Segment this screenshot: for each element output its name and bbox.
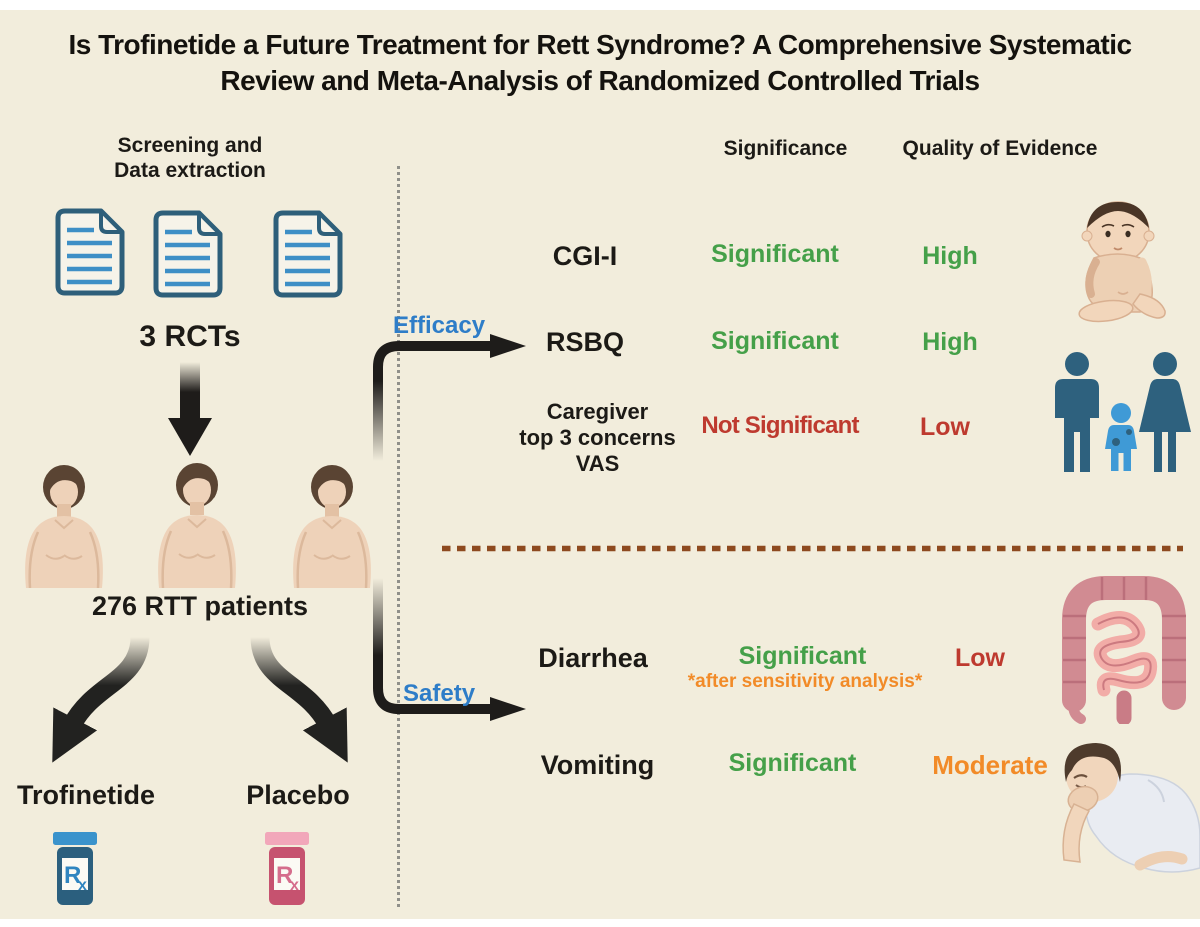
patients-count-label: 276 RTT patients xyxy=(91,591,309,621)
cgi-i-quality: High xyxy=(922,242,978,270)
significance-header: Significance xyxy=(723,137,848,160)
rsbq-quality: High xyxy=(922,328,978,356)
vomiting-quality: Moderate xyxy=(932,750,1048,780)
outcome-caregiver-vas xyxy=(505,399,690,477)
baby-illustration xyxy=(1062,196,1174,328)
screening-label-line2: Data extraction xyxy=(114,159,266,182)
caregiver-significance: Not Significant xyxy=(701,412,859,439)
caregiver-line2: top 3 concerns xyxy=(519,425,676,450)
rsbq-significance: Significant xyxy=(711,327,839,355)
diarrhea-note: *after sensitivity analysis* xyxy=(687,671,923,692)
rx-symbol-x: x xyxy=(290,877,299,894)
rx-symbol-r: R xyxy=(64,862,82,889)
outcome-vomiting: Vomiting xyxy=(540,750,655,780)
arm-trofinetide-label: Trofinetide xyxy=(16,780,155,810)
diarrhea-quality: Low xyxy=(955,644,1005,672)
cgi-i-significance: Significant xyxy=(711,240,839,268)
screening-label-line1: Screening and xyxy=(117,134,263,157)
outcome-diarrhea: Diarrhea xyxy=(538,643,648,673)
branch-curved-arrows xyxy=(28,633,372,783)
dotted-separator xyxy=(397,166,400,907)
rcts-count-label: 3 RCTs xyxy=(139,320,241,353)
outcome-cgi-i: CGI-I xyxy=(552,241,618,271)
document-icon xyxy=(148,208,225,300)
rx-bottle-pink-icon xyxy=(264,832,310,906)
section-divider xyxy=(440,544,1185,553)
document-icon xyxy=(50,206,127,298)
title-line-1: Is Trofinetide a Future Treatment for Rett Syndrome? A Comprehensive Systematic xyxy=(68,29,1132,60)
quality-header: Quality of Evidence xyxy=(902,137,1098,160)
title-line-2: Review and Meta-Analysis of Randomized Controlled Trials xyxy=(220,65,980,96)
document-icon xyxy=(268,208,345,300)
vomiting-significance: Significant xyxy=(728,749,857,777)
caregiver-line1: Caregiver xyxy=(546,399,649,424)
caregiver-line3: VAS xyxy=(575,451,620,476)
rx-symbol-x: x xyxy=(78,877,87,894)
patient-figure xyxy=(145,460,250,588)
diarrhea-significance: Significant xyxy=(738,642,867,670)
intestine-illustration xyxy=(1058,572,1190,724)
screening-label xyxy=(40,133,340,183)
safety-branch-label: Safety xyxy=(403,680,476,707)
family-icon xyxy=(1045,352,1197,478)
arm-placebo-label: Placebo xyxy=(246,780,350,810)
efficacy-branch-label: Efficacy xyxy=(393,312,486,339)
down-arrow-icon xyxy=(167,362,213,458)
vomiting-person-illustration xyxy=(1052,736,1200,876)
rx-bottle-blue-icon xyxy=(52,832,98,906)
patient-figure xyxy=(12,462,117,588)
outcome-rsbq: RSBQ xyxy=(545,327,624,357)
rx-symbol-r: R xyxy=(276,862,294,889)
caregiver-quality: Low xyxy=(920,413,970,441)
page-title xyxy=(0,27,1200,99)
